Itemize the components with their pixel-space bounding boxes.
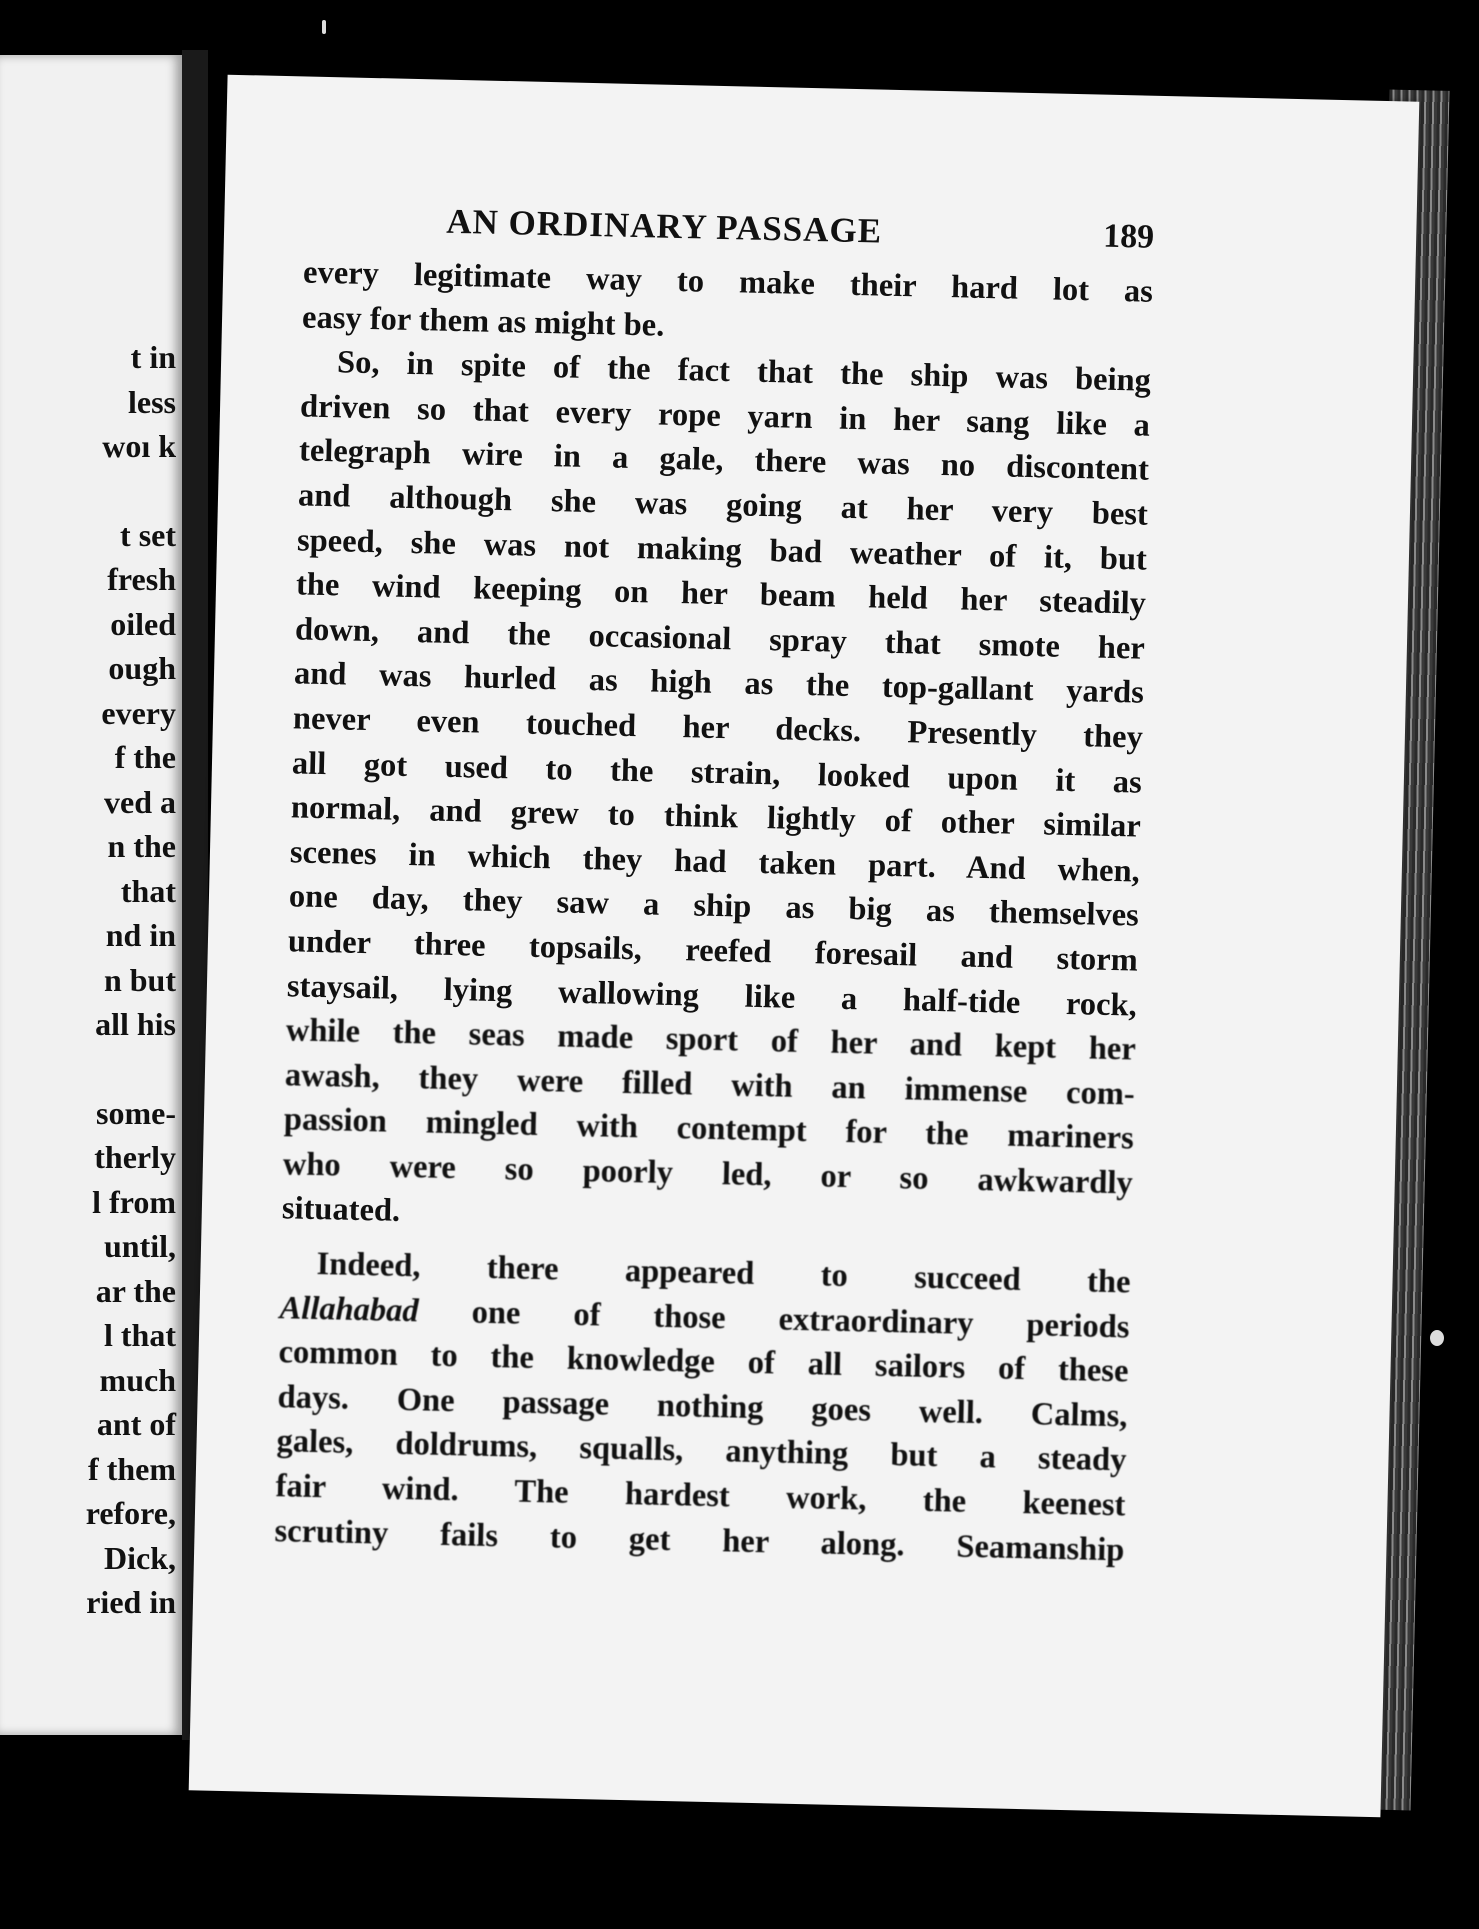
- left-line: t in: [130, 339, 176, 375]
- text-line: So, in spite of the fact that the ship was being: [336, 344, 1152, 399]
- left-line: therly: [94, 1139, 176, 1175]
- text-line: situated.: [281, 1190, 401, 1230]
- text-line: down, and the occasional spray that smote her: [294, 611, 1146, 667]
- left-line: nd in: [105, 917, 176, 953]
- left-line: ough: [108, 650, 176, 686]
- left-line: oiled: [110, 605, 176, 642]
- text-line: under three topsails, reefed foresail and storm: [287, 923, 1139, 979]
- scan-speck: [1430, 1330, 1444, 1346]
- text-line: gales, doldrums, squalls, anything but a steady: [276, 1423, 1127, 1479]
- left-line: until,: [103, 1228, 176, 1264]
- left-line: n the: [107, 828, 176, 864]
- text-line: the wind keeping on her beam held her steadily: [295, 566, 1147, 622]
- left-line: ar the: [95, 1272, 176, 1309]
- text-line: scrutiny fails to get her along. Seamanship: [274, 1512, 1125, 1569]
- scan-speck: [322, 20, 326, 34]
- left-line-blank: [0, 1047, 176, 1091]
- text-line: scenes in which they had taken part. And when,: [289, 834, 1141, 890]
- page-text: [274, 186, 1155, 1572]
- left-facing-page: [0, 55, 182, 1735]
- text-line: and was hurled as high as the top-gallant yards: [293, 655, 1145, 711]
- left-line-blank: [0, 469, 176, 513]
- text-line: all got used to the strain, looked upon it as: [291, 744, 1143, 801]
- left-line: all his: [95, 1006, 176, 1042]
- left-line: n but: [103, 961, 176, 998]
- left-line: l that: [104, 1317, 176, 1353]
- left-line: f them: [88, 1450, 176, 1487]
- text-line: driven so that every rope yarn in her sang like a: [299, 388, 1151, 444]
- text-line: easy for them as might be.: [301, 299, 665, 344]
- left-line: much: [99, 1361, 176, 1398]
- left-line: less: [128, 383, 176, 420]
- left-line: Dick,: [104, 1539, 176, 1576]
- left-line: ved a: [104, 783, 176, 820]
- text-line: while the seas made sport of her and kept her: [285, 1012, 1137, 1068]
- text-line: never even touched her decks. Presently they: [292, 700, 1144, 756]
- text-line: common to the knowledge of all sailors of these: [278, 1334, 1129, 1390]
- left-line: l from: [92, 1183, 176, 1220]
- ship-name: Allahabad: [279, 1289, 420, 1330]
- text-line: Indeed, there appeared to succeed the: [316, 1246, 1131, 1301]
- text-line: normal, and grew to think lightly of other similar: [290, 789, 1142, 845]
- text-line: speed, she was not making bad weather of it, but: [296, 521, 1148, 578]
- text-line: who were so poorly led, or so awkwardly: [282, 1146, 1134, 1202]
- left-line: ant of: [96, 1406, 176, 1442]
- text-line: staysail, lying wallowing like a half-tide rock,: [286, 967, 1138, 1024]
- left-line: woı k: [102, 428, 176, 464]
- right-page: [189, 75, 1420, 1818]
- text-line: passion mingled with contempt for the mariners: [283, 1101, 1135, 1157]
- left-line: refore,: [85, 1495, 176, 1531]
- running-head-title: AN ORDINARY PASSAGE: [445, 201, 883, 251]
- left-line: f the: [114, 739, 176, 775]
- text-line: telegraph wire in a gale, there was no discontent: [298, 432, 1150, 489]
- text-line-rest: one of those extraordinary periods: [471, 1294, 1130, 1346]
- left-line: ried in: [86, 1584, 176, 1620]
- left-line: some-: [96, 1094, 176, 1131]
- text-line: awash, they were filled with an immense com-: [284, 1056, 1136, 1113]
- left-line: that: [120, 872, 176, 909]
- text-line: and although she was going at her very best: [297, 477, 1149, 533]
- left-line: t set: [120, 516, 176, 553]
- page-number: 189: [1102, 217, 1155, 256]
- text-line: days. One passage nothing goes well. Calms,: [277, 1379, 1128, 1435]
- text-line: fair wind. The hardest work, the keenest: [275, 1468, 1126, 1524]
- text-line: every legitimate way to make their hard lot as: [302, 254, 1154, 310]
- left-line: fresh: [107, 561, 176, 597]
- left-line: every: [101, 694, 176, 731]
- left-page-text-fragments: [0, 335, 176, 1625]
- text-line: one day, they saw a ship as big as themselves: [288, 878, 1140, 934]
